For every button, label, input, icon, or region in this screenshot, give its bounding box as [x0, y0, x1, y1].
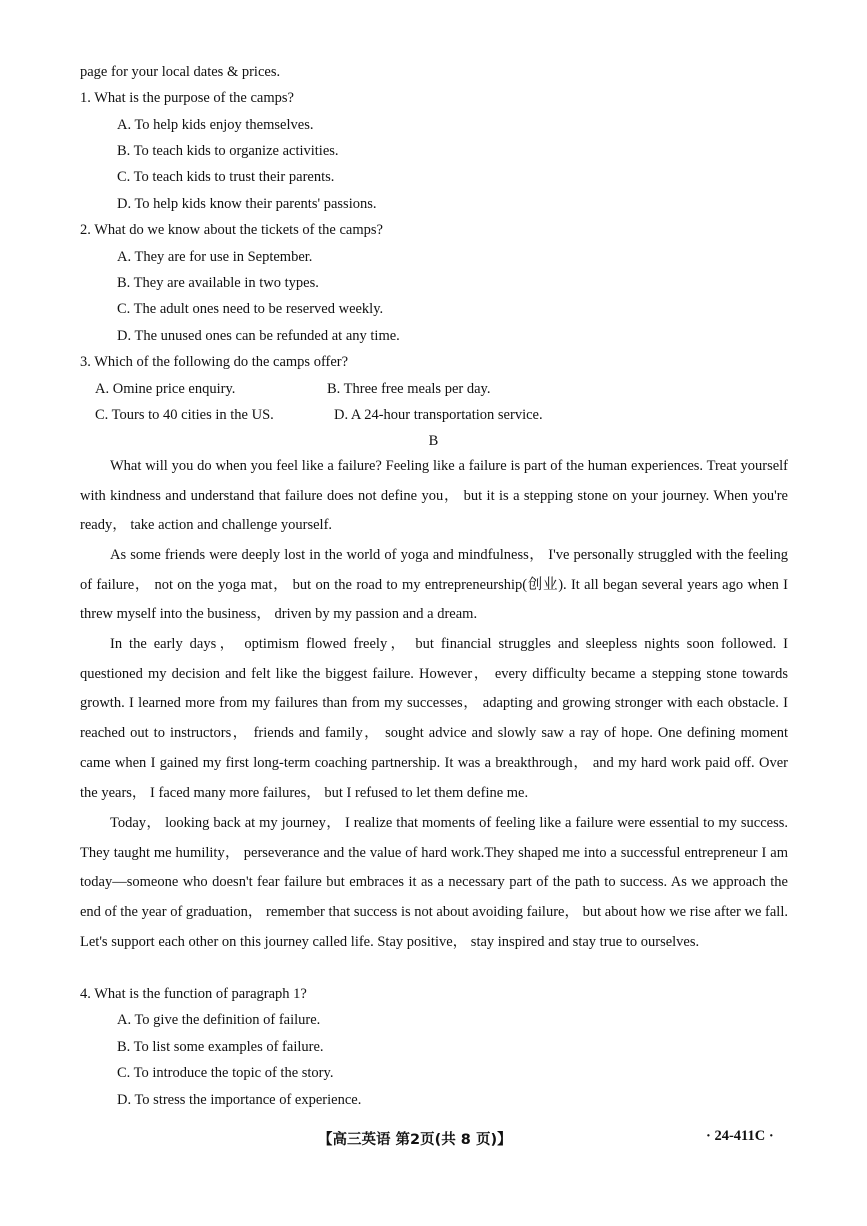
page-footer-code: · 24-411C ·	[706, 1128, 774, 1144]
question-3-option-b: B. Three free meals per day.	[327, 381, 491, 397]
question-1-option-b: B. To teach kids to organize activities.	[117, 143, 339, 159]
question-3-option-d: D. A 24-hour transportation service.	[334, 407, 543, 423]
passage-paragraph-3: In the early days， optimism flowed freely， but financial struggles and sleepless nights soon followed. I questioned my decision and felt like the biggest failure. However， every difficulty became a stepping stone towards growth. I learned more from my failures than from my successes， adapting and growing stronger with each obstacle. I reached out to instructors， friends and family， sought advice and slowly saw a ray of hope. One defining moment came when I gained my first long-term coaching partnership. It was a breakthrough， and my hard work paid off. Over the years， I faced many more failures， but I refused to let them define me.	[80, 636, 788, 801]
question-2-option-c: C. The adult ones need to be reserved weekly.	[117, 301, 384, 317]
question-4-option-a: A. To give the definition of failure.	[117, 1012, 321, 1028]
question-1-option-d: D. To help kids know their parents' passions.	[117, 196, 377, 212]
question-4-option-c: C. To introduce the topic of the story.	[117, 1065, 334, 1081]
question-1-option-a: A. To help kids enjoy themselves.	[117, 117, 314, 133]
lead-line: page for your local dates & prices.	[80, 64, 281, 80]
passage-paragraph-1: What will you do when you feel like a failure? Feeling like a failure is part of the human experiences. Treat yourself with kindness and understand that failure does not define you， but it is a stepping stone on your journey. When you're ready， take action and challenge yourself.	[80, 458, 788, 534]
question-1-stem: 1. What is the purpose of the camps?	[80, 90, 294, 106]
question-4-option-d: D. To stress the importance of experience.	[117, 1092, 362, 1108]
section-heading: B	[428, 433, 439, 449]
question-2-option-b: B. They are available in two types.	[117, 275, 319, 291]
question-3-stem: 3. Which of the following do the camps offer?	[80, 354, 349, 370]
question-2-option-d: D. The unused ones can be refunded at any time.	[117, 328, 400, 344]
question-2-option-a: A. They are for use in September.	[117, 249, 313, 265]
question-4-stem: 4. What is the function of paragraph 1?	[80, 986, 307, 1002]
question-3-option-a: A. Omine price enquiry.	[95, 381, 236, 397]
question-1-option-c: C. To teach kids to trust their parents.	[117, 169, 335, 185]
question-4-option-b: B. To list some examples of failure.	[117, 1039, 324, 1055]
passage-paragraph-2: As some friends were deeply lost in the world of yoga and mindfulness， I've personally struggled with the feeling of failure， not on the yoga mat， but on the road to my entrepreneurship(创业). It all began several years ago when I threw myself into the business， driven by my passion and a dream.	[80, 547, 788, 623]
passage-paragraph-4: Today， looking back at my journey， I realize that moments of feeling like a failure were essential to my success. They taught me humility， perseverance and the value of hard work.They shaped me into a successful entrepreneur I am today—someone who doesn't fear failure but embraces it as a necessary part of the path to success. As we approach the end of the year of graduation， remember that success is not about avoiding failure， but about how we rise after we fall. Let's support each other on this journey called life. Stay positive， stay inspired and stay true to ourselves.	[80, 815, 788, 950]
question-2-stem: 2. What do we know about the tickets of the camps?	[80, 222, 383, 238]
page-footer-label: 【高三英语 第2页(共 8 页)】	[318, 1132, 512, 1148]
question-3-option-c: C. Tours to 40 cities in the US.	[95, 407, 274, 423]
